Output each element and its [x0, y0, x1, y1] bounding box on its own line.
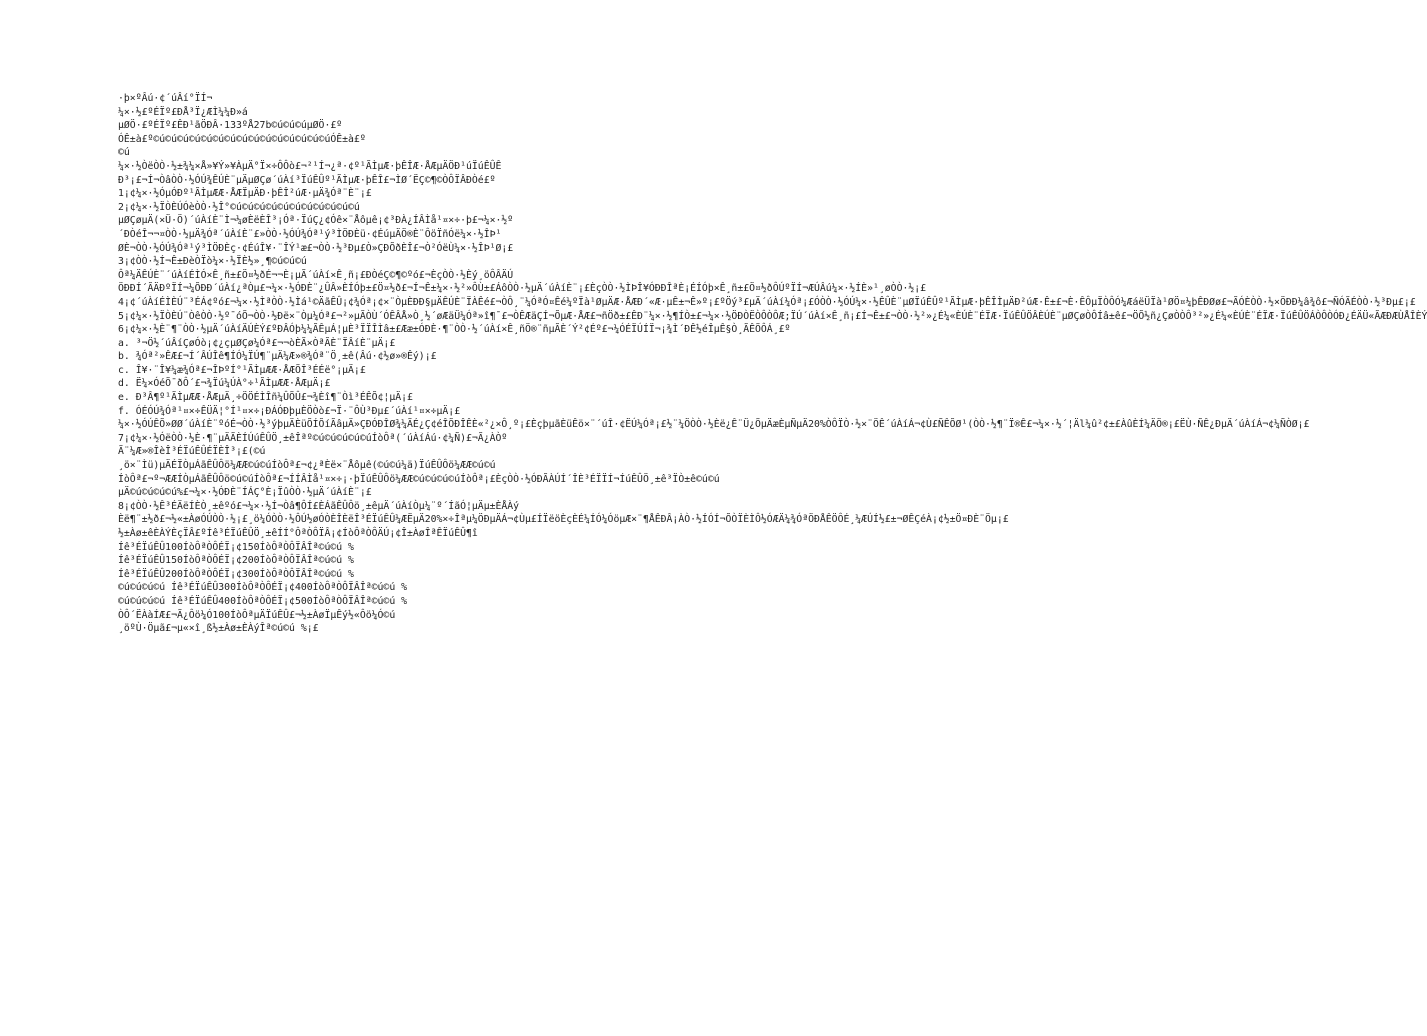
- text-line: ÍòÔª£¬º¬ÆÆÍÒµÁãÊÛÔö©ú©úÍòÔª£¬ÍÍÂÌå¹¤×÷¡·þÏúÊÛÔö¼ÆÆ©ú©ú©ú©úÍòÔª¡£ÈçÒÒ·½ÓÐÃÀÚÍ´ÎÈ³ÉÏÏÍ¬ÍúÊÛÖ¸±ê³ÏÒ±ê©ú©ú: [118, 473, 720, 485]
- text-line: ¼×·½ÓÚÊÕ»ØØ´úÀíÈ¨ºóÉ¬ÒÒ·½³ýþµÄÈüÕÍÕíÃâµÄ»ÇÐÓÐÎØ¾¼ÃÉ¿Ç¢éÎÕÐÎÊÈ«²¿×Ô¸º¡£ÈçþµãÈüÊö×¨´úÎ·¢ËÚ¼Óª¡£½¨¼ÖÒÒ·½Èë¿Ê¨Ü¿ÕµÄæÈµÑµÄ20%ÒÔÏÒ·½×¨ÖÊ´úÀíÁ¬¢Ù£ÑÊÕØ¹(ÒÒ·½¶¨Ï®Ê£¬¼×·½´¦Äl¼û²¢±£ÀûÈÍ¼ÄÖ®¡£ËÙ·ÑÊ¿ÐµÄ´úÀíÁ¬¢¼ÑÒØ¡£: [118, 419, 1310, 431]
- text-line: 6¡¢¼×·½È¨¶¨ÒÒ·½µÄ´úÀíÄÚÈÝ£ºÐÂÓþ¼¼ÃÊµÁ¦µÈ³ÏÏÎÌâ±£Ææ±ÓÐÈ·¶¨ÒÒ·½´úÀí×Ê¸ñÖ®¨ñµÃÈ´Ý²¢Éº£¬¼ÓÉÏÚÍÏ¬¡¾Ì´ÐÊ½éÎµÊ§Ò¸ÃÊÕÔÁ¸£º: [118, 324, 791, 336]
- text-line: µÄ©ú©ú©ú©ú%£¬¼×·½ÓÐÈ¨ÍÁÇ°È¡ÏûÒÒ·½µÄ´úÀíÈ¨¡£: [118, 487, 372, 499]
- text-line: 1¡¢¼×·½ÓµÓÐº¹ÃÌµÆÆ·ÅÆÏµÄÐ·þÊÎ²úÆ·µÄ¾Óª¨È¨¡£: [118, 188, 372, 200]
- text-line: Èë¶¨±½ð£¬½«±ÀøÓÚÒÒ·½¡£¸ö¼ÓÒÒ·½ÔÚ½øÓÒÈÎÈëÎ³ÉÏúÊÛ¼ÆËµÄ20%×÷Îªµ¼ÖÐµÄÁ¬¢Ùµ£ÍÏëöÈçÈÉ¼ÍÓ¼ÓöµÆ×¨¶ÅÊÐÂ¡ÀÒ·½ÍÓÍ¬ÕÒÏÈÌÔ½ÓÆÄ¼¾ÓªÖÐÅÊÖÔÉ¸¼ÆÚÍ½£±¬ØÊÇéÀ¡¢½±Ö¤ÐÈ¨Öµ¡£: [118, 514, 1009, 526]
- document-body: [118, 92, 1427, 636]
- text-line: 5¡¢¼×·½ÏÒÈÚ¨ÒêÒÒ·½º¯óÕ¬ÒÒ·½Ðë×¨Òµ¼Óª£¬²»µÃÒÙ´ÓÊÂÅ»Ò¸½´øÆäÜ¼Óª»î¶¯£¬ÒÊÆäÇÍ¬ÕµÆ·ÅÆ£¬ñÖð±£ÊÐ¨¼×·½¶ÍÒ±£¬¼×·½ÖÐÒËÒÔÒÔÆ;ÏÚ´úÀí×Ê¸ñ¡£Í¬Ê±£¬ÒÒ·½²»¿É¼«ÈÚÈ¨ÉÏÆ·ÏúÊÛÖÂÈÚÈ¨µØÇøÒÔÍâ±ê£¬ÖÕ½ñ¿ÇøÒÒÔ³²»¿É¼«ÈÚÈ¨ÉÏÆ·ÏúÊÛÖÁÒÔÒÓÐ¿ÉÄÜ«ÃÆÐÆÙÅÎÈÝ: [118, 310, 1427, 322]
- text-line: 3¡¢ÒÒ·½Í¬Ê±ÐèÒÏò¼×·½ÏÈ½»¸¶©ú©ú©ú: [118, 256, 307, 268]
- text-line: ·þ×ºÂú·¢´úÂí°ÏÍ¬: [118, 93, 213, 104]
- text-line: ¸ö×¨Ìü)µÄÉÏÒµÁãÊÛÔö¼ÆÆ©ú©úÍòÔª£¬¢¿ªÈë×¨Åôµê(©ú©ú¼ä)ÏúÊÛÔö¼ÆÆ©ú©ú: [118, 460, 496, 472]
- text-line: Íê³ÉÏúÊÛ150ÍòÔªÒÔÉÏ¡¢200ÍòÔªÒÔÏÂÎª©ú©ú %: [118, 555, 354, 567]
- text-line: ¼×·½£ºÉÏº£ÐÅ³Ï¿ÆÌ¼¼Ð»á: [118, 106, 248, 118]
- text-line: 4¡¢´úÀíÉÌÈÚ¨³ÉÁ¢ºó£¬¼×·½ÌªÒÒ·½Ìá¹©ÄãÊÛ¡¢¾Óª¡¢×¨ÒµÈÐÐ§µÄÊÚÈ¨ÏÀÊé£¬ÒÔ¸¨¼ÓªÓ¤Êé¼ºÏà¹ØµÄÆ·ÅÆÐ´«Æ·µÊ±¬Ê»º¡£ºÖý³£µÄ´úÀí¼Óª¡£ÓÒÒ·½ÓÚ¼×·½ÊÛÈ¨µØÏúÊÛº¹ÃÌµÆ·þÊÎÌµÄÐ²úÆ·Ê±£¬È·ÊÔµÏÒÔÓ¼ÆáëÜÏà¹ØÖ¤¼þÊÐØø£¬ÃÓÈÒÒ·½×ÖÐÐ¼â¾ô£¬ÑÓÃÉÒÒ·½³Ðµ£¡£: [118, 296, 1416, 308]
- text-line: Íê³ÉÏúÊÛ100ÍòÔªÒÔÉÏ¡¢150ÍòÔªÒÔÏÂÎª©ú©ú %: [118, 541, 354, 553]
- text-line: 7¡¢¼×·½ÓëÒÒ·½È·¶¨µÄÃÈÍÚúÊÛÖ¸±êÎªº©ú©ú©ú©ú©úÍòÔª(´úÀíÁú·¢¼Ñ)£¬Ã¿ÀÒº: [118, 432, 508, 444]
- text-line: ©ú©ú©ú©ú Íê³ÉÏúÊÛ300ÍòÔªÒÔÉÏ¡¢400ÍòÔªÒÔÏÂÎª©ú©ú %: [118, 582, 408, 594]
- text-line: e. Ð³Â¶º¹ÃÌµÆÆ·ÅÆµÄ¸÷ÖÖÉÌÎñ¼ÛÕÛ£¬¾Èî¶¨Òì³ÉÊÕ¢¦µÄ¡£: [118, 392, 413, 404]
- text-line: ©ú©ú©ú©ú Íê³ÉÏúÊÛ400ÍòÔªÒÔÉÏ¡¢500ÍòÔªÒÔÏÂÎª©ú©ú %: [118, 595, 408, 607]
- text-line: ©ú: [118, 147, 130, 159]
- text-line: ¸öºÙ·Öµã£¬µ«×î¸ß½±Àø±ÈÀýÎª©ú©ú %¡£: [118, 623, 319, 635]
- text-line: f. ÓÉÓÚ¾Óª¹¤×÷ÊÜÄ¦°Í¹¤×÷¡ÐÁÓÐþµÈÖÒò£¬Ï·¨ÔÙ³Ðµ£´úÀí¹¤×÷µÄ¡£: [118, 405, 461, 417]
- text-line: Ð³¡£¬Í¬ÒâÒÒ·½ÓÚ¾ÊÚÈ¨µÄµØÇø´úÀí³ÏúÊÛº¹ÃÌµÆ·þÊÎ£¬ÌØ´ËÇ©¶©ÒÔÏÂÐÒé£º: [118, 174, 496, 186]
- text-line: ØÈ¬ÒÒ·½ÓÚ¾Óª¹ý³ÌÖÐÈç·¢ÉúÎ¥·¨ÎÝ¹æ£¬ÒÒ·½³Ðµ£Ò»ÇÐÕðÈÎ£¬Ò²ÓëÙ¼×·½ÎÞ¹Ø¡£: [118, 242, 514, 254]
- text-line: ÖÐÐÍ´ÃÄÐºÏÍ¬¼ÕÐÐ´úÀí¿ªÒµ£¬¼×·½ÓÐÈ¨¿ÛÂ»ÈÍÓþ±£Ö¤½ð£¬Í¬Ê±¼×·½²»ÔÙ±£ÁôÒÒ·½µÄ´úÀíÈ¨¡£ÈçÒÒ·½ÌÞÎ¥ÓÐÐÎªÈ¡ÉÍÓþ×Ê¸ñ±£Ö¤½ðÔÚºÏÍ¬ÆÚÂú¼×·½ÍÈ»¹¸øÒÒ·½¡£: [118, 283, 927, 295]
- text-line: c. Î¥·¨Î¥¼æ¾Óª£¬ÎÞºÍ°¹ÃÌµÆÆ·ÅÆÕÎ³ÉÉë°¡µÄ¡£: [118, 364, 366, 376]
- text-line: µØÇøµÄ(×Ü·Ö)´úÀíÈ¨Ì¬¼øÈëÈÎ³¡Óª·ÏúÇ¿¢Óê×¨Åôµê¡¢³ÐÀ¿ÍÂÌå¹¤×÷·þ£¬¼×·½º: [118, 215, 514, 227]
- text-line: Ã¨¼Æ»®ÎèÎ³ÉÏúÊÛÉÏÈÎ³¡£(©ú: [118, 446, 266, 458]
- text-line: ÒÔ´ËÀàÍÆ£¬Ã¿Ôö¼Ó100ÍòÔªµÄÏúÊÛ£¬½±ÀøÏµÊý½«Ôö¼Ó©ú: [118, 609, 396, 621]
- text-line: d. Ë¼×ÓéÕ¯ðÔ´£¬¾Ïú¼ÚÀ°÷¹ÃÌµÆÆ·ÅÆµÄ¡£: [118, 378, 331, 390]
- text-line: Ôª¼ÄÊÚÈ¨´úÀíÉÌÓ×Ê¸ñ±£Ö¤½ðÉ¬¬È¡µÃ´úÀí×Ê¸ñ¡£ÐÒéÇ©¶©ºó£¬ÈçÒÒ·½Èý¸öÔÂÄÚ: [118, 269, 514, 281]
- text-line: µØÖ·£ºÉÏº£ÊÐ¹ãÖÐÂ·133ºÅ27b©ú©ú©úµØÖ·£º: [118, 120, 343, 132]
- text-line: ¼×·½ÒëÒÒ·½±¾¼×Å»¥Ý»¥ÀµÄ°Ï×÷ÔÔò£¬²¹Í¬¿ª·¢º¹ÃÌµÆ·þÊÎÆ·ÅÆµÄÖÐ¹úÏúÊÛÊ: [118, 160, 502, 172]
- text-line: a. ³¬Ö½´úÂíÇøÓò¡¢¿çµØÇø¼Óª£¬¬òÈÃ×ÒªÃÈ¨ÏÂíÈ¨µÄ¡£: [118, 337, 396, 349]
- text-line: ÓÊ±à£º©ú©ú©ú©ú©ú©ú©ú©ú©ú©ú©ú©ú©ú©ú©úÓÊ±à£º: [118, 133, 366, 145]
- text-line: 2¡¢¼×·½ÏÒÈÚÓèÒÒ·½Î°©ú©ú©ú©ú©ú©ú©ú©ú©ú©ú©ú: [118, 201, 360, 213]
- text-line: ´ÐÒéÎ¬¬¤ÒÒ·½µÄ¾Óª´úÀíÈ¨£»ÒÒ·½ÓÚ¾Óª¹ý³ÌÖÐÈü·¢ÉúµÄÖ®È¨ÔöÏñÓë¼×·½ÎÞ¹: [118, 228, 502, 240]
- text-line: ½±Àø±êÈÀÝÈçÏÂ£ºÍê³ÉÏúÊÛÖ¸±êÍÍ°ÔªÒÔÏÂ¡¢ÍòÔªÒÔÄÚ¡¢Î±ÀøÎªÊÏúÊÛ¶î: [118, 528, 478, 539]
- text-line: Íê³ÉÏúÊÛ200ÍòÔªÒÔÉÏ¡¢300ÍòÔªÒÔÏÂÎª©ú©ú %: [118, 568, 354, 580]
- text-line: 8¡¢ÒÒ·½Ê³ÉÄëÍÈÒ¸±êºó£¬¼×·½Í¬Òâ¶ÔÍ£ÈÁãÊÛÔö¸±êµÄ´úÀíÒµ¼¨º´ÍãÓ¦µÄµ±ÈÅÀý: [118, 500, 520, 512]
- text-line: b. ¾Óª²»ÊÆ£¬Í´ÂÚÎê¶ÍÓ¼ÏÚ¶¨µÄ¼Æ»®¾Óª¨Ö¸±ê(Âú·¢½ø»®Êý)¡£: [118, 351, 437, 363]
